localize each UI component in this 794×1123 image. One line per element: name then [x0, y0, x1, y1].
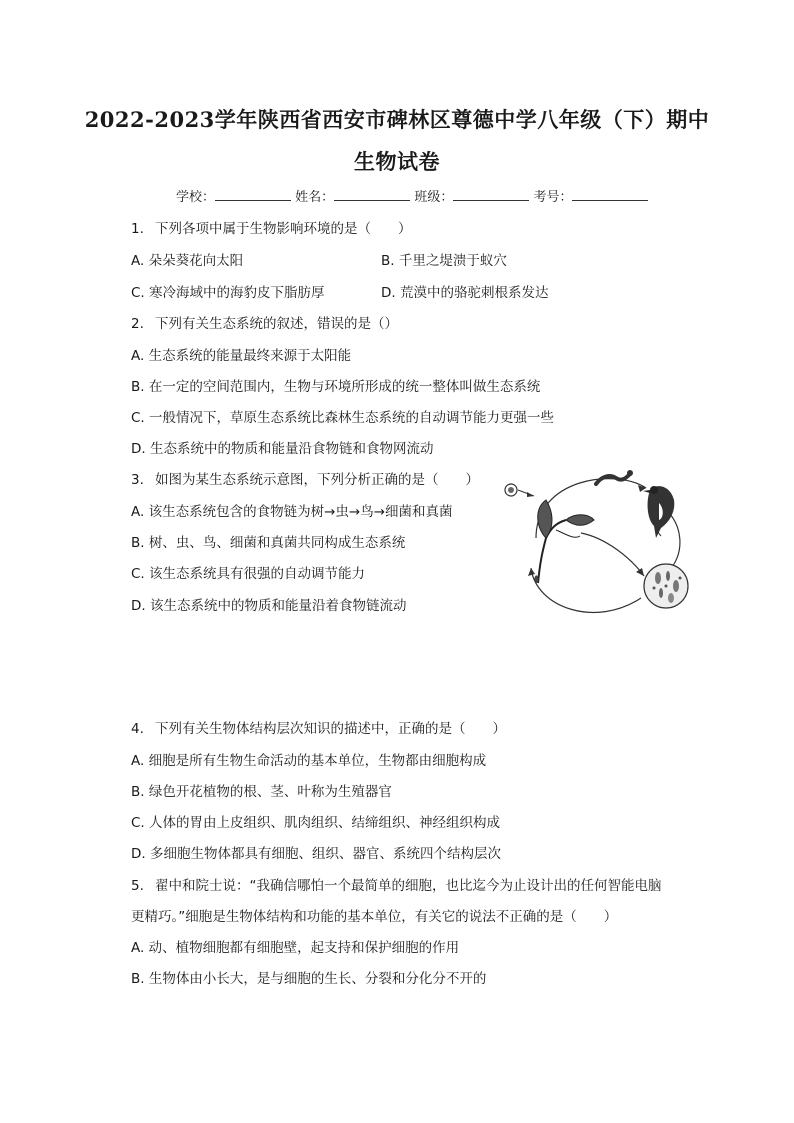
option-4c: C. 人体的胃由上皮组织、肌肉组织、结缔组织、神经组织构成: [131, 815, 501, 831]
option-2c: C. 一般情况下，草原生态系统比森林生态系统的自动调节能力更强一些: [131, 410, 555, 426]
name-blank[interactable]: [334, 188, 410, 201]
exam-no-blank[interactable]: [572, 188, 648, 201]
option-1d: D. 荒漠中的骆驼刺根系发达: [381, 285, 549, 301]
option-3c: C. 该生态系统具有很强的自动调节能力: [131, 566, 366, 582]
option-1c: C. 寒冷海域中的海豹皮下脂肪厚: [131, 285, 325, 301]
exam-title-line2: 生物试卷: [354, 149, 440, 174]
question-text: 下列各项中属于生物影响环境的是（ ）: [155, 221, 412, 237]
bird-icon: [643, 486, 674, 538]
question-number: 3.: [131, 472, 144, 488]
school-label: 学校：: [176, 190, 216, 205]
question-text: 如图为某生态系统示意图，下列分析正确的是（ ）: [155, 472, 479, 488]
option-4b: B. 绿色开花植物的根、茎、叶称为生殖器官: [131, 784, 392, 800]
question-number: 2.: [131, 316, 144, 332]
sun-icon: [505, 484, 534, 497]
ecosystem-diagram: [496, 458, 696, 618]
class-label: 班级：: [414, 190, 454, 205]
arc-decomposer-to-tree: [531, 568, 641, 612]
option-1a: A. 朵朵葵花向太阳: [131, 253, 244, 269]
option-3d: D. 该生态系统中的物质和能量沿着食物链流动: [131, 598, 407, 614]
option-1b: B. 千里之堤溃于蚁穴: [381, 253, 507, 269]
exam-no-label: 考号：: [533, 190, 573, 205]
class-blank[interactable]: [453, 188, 529, 201]
question-1: [131, 217, 412, 237]
question-number: 5.: [131, 878, 144, 894]
option-4a: A. 细胞是所有生物生命活动的基本单位，生物都由细胞构成: [131, 753, 487, 769]
bacteria-fungi-icon: [644, 564, 688, 608]
caterpillar-icon: [596, 470, 633, 484]
question-number: 4.: [131, 721, 144, 737]
question-3: [131, 468, 479, 488]
option-3a: A. 该生态系统包含的食物链为树→虫→鸟→细菌和真菌: [131, 504, 453, 520]
option-2a: A. 生态系统的能量最终来源于太阳能: [131, 348, 352, 364]
question-5-continued: 更精巧。”细胞是生物体结构和功能的基本单位，有关它的说法不正确的是（ ）: [131, 909, 618, 925]
question-number: 1.: [131, 221, 144, 237]
option-4d: D. 多细胞生物体都具有细胞、组织、器官、系统四个结构层次: [131, 846, 501, 862]
question-5: [131, 874, 662, 894]
option-2b: B. 在一定的空间范围内，生物与环境所形成的统一整体叫做生态系统: [131, 379, 541, 395]
option-2d: D. 生态系统中的物质和能量沿食物链和食物网流动: [131, 441, 434, 457]
question-text: 下列有关生态系统的叙述，错误的是（）: [155, 316, 398, 332]
option-3b: B. 树、虫、鸟、细菌和真菌共同构成生态系统: [131, 535, 406, 551]
option-5a: A. 动、植物细胞都有细胞壁，起支持和保护细胞的作用: [131, 940, 460, 956]
question-4: [131, 717, 506, 737]
name-label: 姓名：: [295, 190, 335, 205]
student-info-row: [176, 186, 648, 205]
plant-icon: [534, 500, 594, 583]
question-text: 翟中和院士说：“我确信哪怕一个最简单的细胞，也比迄今为止设计出的任何智能电脑: [155, 878, 662, 894]
arrowhead: [528, 568, 535, 576]
arrowhead: [636, 568, 644, 576]
school-blank[interactable]: [215, 188, 291, 201]
arc-leaf-to-decomposer: [581, 533, 644, 576]
question-text: 下列有关生物体结构层次知识的描述中，正确的是（ ）: [155, 721, 506, 737]
question-2: [131, 312, 398, 332]
exam-title-line1: 2022-2023学年陕西省西安市碑林区尊德中学八年级（下）期中: [84, 107, 710, 132]
option-5b: B. 生物体由小长大，是与细胞的生长、分裂和分化分不开的: [131, 971, 487, 987]
